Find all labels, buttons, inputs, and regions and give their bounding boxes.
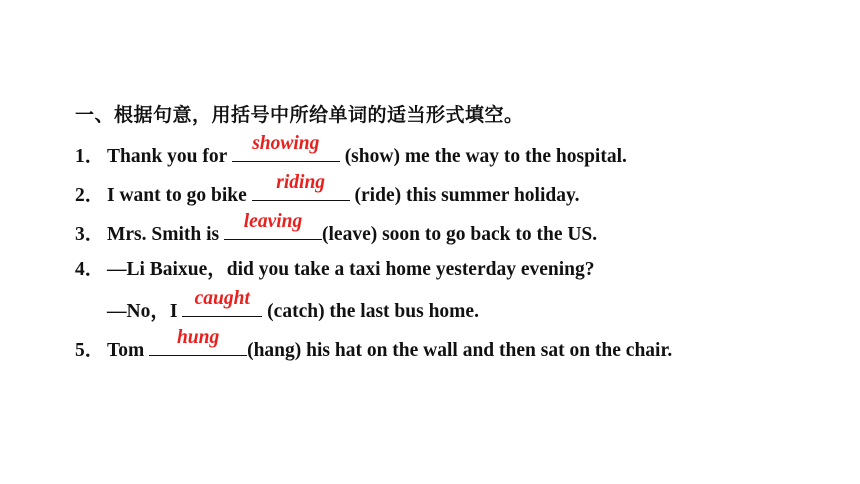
question-number: 2． xyxy=(75,185,105,206)
question-number: 1． xyxy=(75,146,105,167)
question-text-after: (leave) soon to go back to the US. xyxy=(322,224,598,245)
question-text-before: Thank you for xyxy=(107,146,232,167)
exercise-heading: 一、根据句意，用括号中所给单词的适当形式填空。 xyxy=(75,104,524,126)
answer-blank xyxy=(182,288,262,317)
answer-text: riding xyxy=(276,172,326,193)
answer-text: showing xyxy=(252,133,320,154)
answer-blank xyxy=(224,211,322,240)
question-number: 5． xyxy=(75,340,105,361)
question-text-before: Tom xyxy=(107,340,150,361)
question-text-after: (ride) this summer holiday. xyxy=(349,185,580,206)
answer-blank xyxy=(252,172,350,201)
question-text-after: (hang) his hat on the wall and then sat on the chair. xyxy=(247,340,673,361)
question-text-after: (catch) the last bus home. xyxy=(262,301,479,322)
question-text-before: Mrs. Smith is xyxy=(107,224,224,245)
question-text-before: I want to go bike xyxy=(107,185,252,206)
question-number: 3． xyxy=(75,224,105,245)
question-text: —Li Baixue，did you take a taxi home yesterday evening? xyxy=(107,259,595,280)
question-4-reply xyxy=(75,288,479,324)
question-number: 4． xyxy=(75,259,105,280)
question-2 xyxy=(75,172,580,208)
question-text-before: —No，I xyxy=(107,301,183,322)
question-4 xyxy=(75,258,595,282)
answer-text: caught xyxy=(194,288,250,309)
answer-text: leaving xyxy=(243,211,303,232)
question-text-after: (show) me the way to the hospital. xyxy=(339,146,627,167)
question-1 xyxy=(75,133,627,169)
question-3 xyxy=(75,211,598,247)
answer-text: hung xyxy=(176,327,220,348)
answer-blank xyxy=(232,133,340,162)
question-5 xyxy=(75,327,673,363)
answer-blank xyxy=(149,327,247,356)
